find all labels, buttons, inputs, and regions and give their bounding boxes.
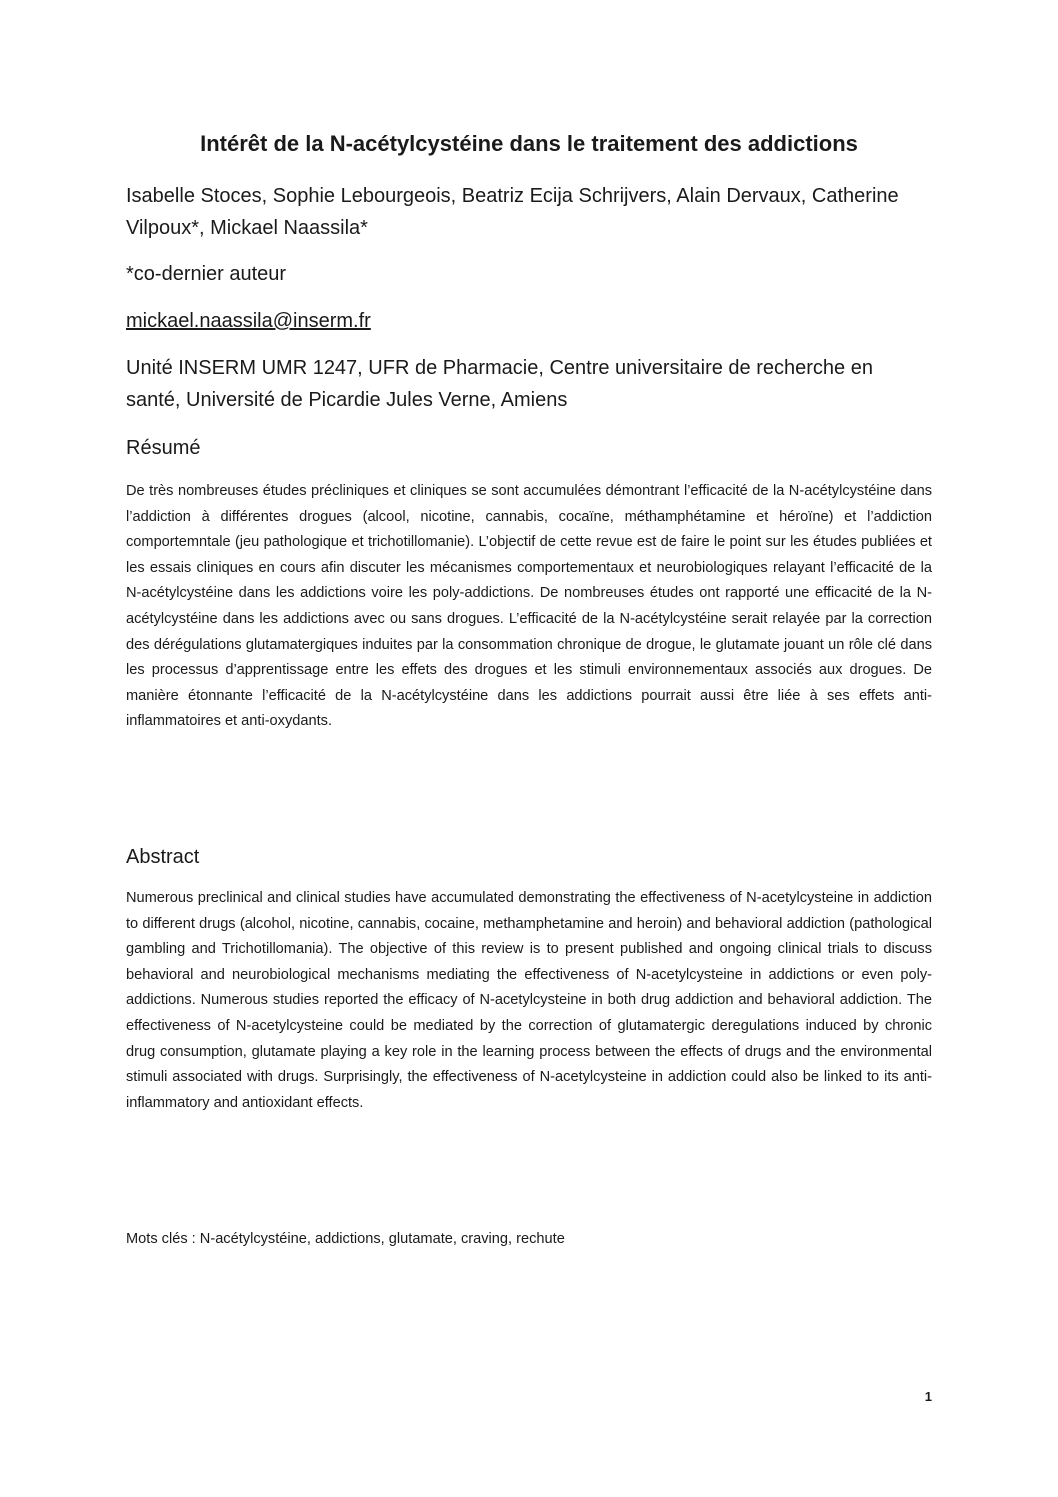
page-number: 1	[924, 1389, 932, 1404]
resume-heading: Résumé	[126, 437, 201, 459]
abstract-paragraph: Numerous preclinical and clinical studies have accumulated demonstrating the effectiveness of N-acetylcysteine in addiction to different drugs (alcohol, nicotine, cannabis, cocaine, methamphetamine and heroin) and behavioral addiction (pathological gambling and Trichotillomania). The objective of this review is to present published and ongoing clinical trials to discuss behavioral and neurobiological mechanisms mediating the effectiveness of N-acetylcysteine in addictions or even poly-addictions. Numerous studies reported the efficacy of N-acetylcysteine in both drug addiction and behavioral addiction. The effectiveness of N-acetylcysteine could be mediated by the correction of glutamatergic deregulations induced by chronic drug consumption, glutamate playing a key role in the learning process between the effects of drugs and the environmental stimuli associated with drugs. Surprisingly, the effectiveness of N-acetylcysteine in addiction could also be linked to its anti-inflammatory and antioxidant effects.	[126, 890, 932, 1111]
resume-paragraph: De très nombreuses études précliniques et cliniques se sont accumulées démontrant l’efficacité de la N-acétylcystéine dans l’addiction à différentes drogues (alcool, nicotine, cannabis, cocaïne, méthamphétamine et héroïne) et l’addiction comportemntale (jeu pathologique et trichotillomanie). L’objectif de cette revue est de faire le point sur les études publiées et les essais cliniques en cours afin discuter les mécanismes comportementaux et neurobiologiques relayant l’efficacité de la N-acétylcystéine dans les addictions voire les poly-addictions. De nombreuses études ont rapporté une efficacité de la N-acétylcystéine dans les addictions avec ou sans drogues. L’efficacité de la N-acétylcystéine serait relayée par la correction des dérégulations glutamatergiques induites par la consommation chronique de drogue, le glutamate jouant un rôle clé dans les processus d’apprentissage entre les effets des drogues et les stimuli environnementaux associés aux drogues. De manière étonnante l’efficacité de la N-acétylcystéine dans les addictions pourrait aussi être liée à ses effets anti-inflammatoires et anti-oxydants.	[126, 483, 932, 730]
paper-title: Intérêt de la N-acétylcystéine dans le traitement des addictions	[200, 131, 858, 156]
contact-email-link[interactable]: mickael.naassila@inserm.fr	[126, 310, 371, 332]
keywords-line: Mots clés : N-acétylcystéine, addictions, glutamate, craving, rechute	[126, 1231, 565, 1247]
author-note: *co-dernier auteur	[126, 263, 287, 285]
abstract-heading: Abstract	[126, 846, 200, 868]
author-list: Isabelle Stoces, Sophie Lebourgeois, Beatriz Ecija Schrijvers, Alain Dervaux, Catherine Vilpoux*, Mickael Naassila*	[126, 185, 899, 239]
affiliation: Unité INSERM UMR 1247, UFR de Pharmacie, Centre universitaire de recherche en santé, Université de Picardie Jules Verne, Amiens	[126, 357, 873, 411]
